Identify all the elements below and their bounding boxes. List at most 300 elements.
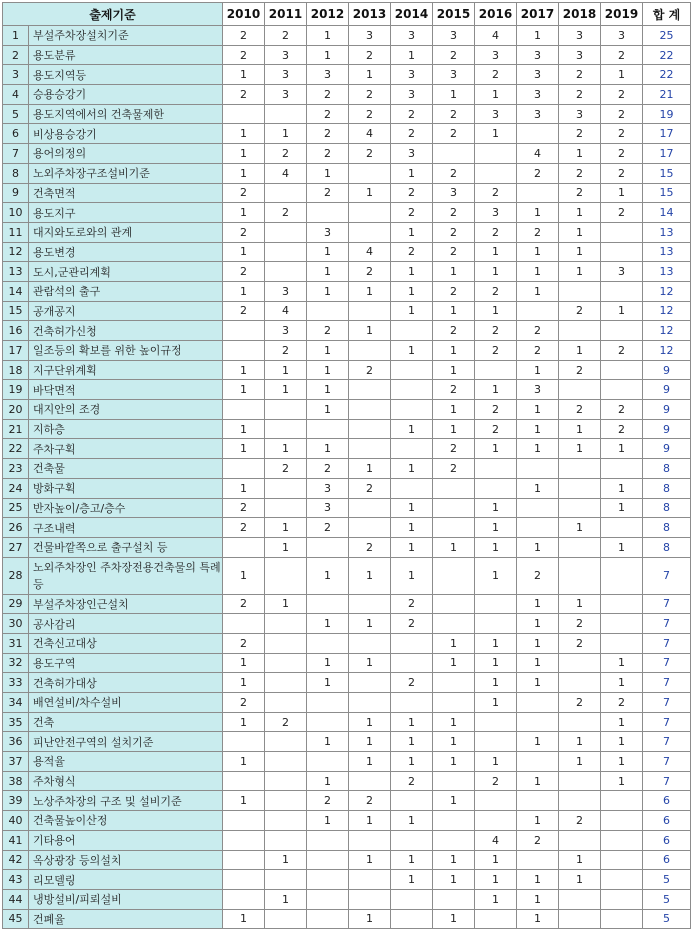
- year-count-cell: 2: [475, 222, 517, 242]
- year-count-cell: [433, 498, 475, 518]
- year-count-cell: 2: [601, 45, 643, 65]
- year-count-cell: 4: [349, 242, 391, 262]
- row-number: 33: [3, 673, 29, 693]
- year-count-cell: 2: [517, 222, 559, 242]
- row-subject: 건축허가신청: [29, 321, 223, 341]
- year-count-cell: [517, 791, 559, 811]
- year-count-cell: 1: [391, 498, 433, 518]
- row-total: 12: [643, 341, 691, 361]
- year-count-cell: 2: [559, 183, 601, 203]
- year-count-cell: 1: [223, 653, 265, 673]
- year-count-cell: 1: [349, 614, 391, 634]
- year-count-cell: 2: [349, 791, 391, 811]
- year-count-cell: 1: [433, 400, 475, 420]
- year-count-cell: 2: [517, 163, 559, 183]
- header-subject: 출제기준: [3, 3, 223, 26]
- year-count-cell: [265, 242, 307, 262]
- row-subject: 용도지역에서의 건축물제한: [29, 104, 223, 124]
- year-count-cell: 2: [559, 693, 601, 713]
- year-count-cell: [391, 400, 433, 420]
- year-count-cell: 1: [475, 752, 517, 772]
- year-count-cell: [307, 870, 349, 890]
- row-total: 6: [643, 850, 691, 870]
- row-subject: 옥상광장 등의설치: [29, 850, 223, 870]
- table-row: [3, 771, 691, 791]
- table-row: [3, 281, 691, 301]
- year-count-cell: [223, 850, 265, 870]
- year-count-cell: 2: [391, 183, 433, 203]
- year-count-cell: [559, 380, 601, 400]
- year-count-cell: [265, 732, 307, 752]
- header-year: 2013: [349, 3, 391, 26]
- row-number: 5: [3, 104, 29, 124]
- row-number: 22: [3, 439, 29, 459]
- year-count-cell: 2: [391, 594, 433, 614]
- year-count-cell: 4: [265, 163, 307, 183]
- row-total: 21: [643, 85, 691, 105]
- year-count-cell: 3: [391, 26, 433, 46]
- year-count-cell: 1: [475, 557, 517, 594]
- year-count-cell: 3: [391, 144, 433, 164]
- year-count-cell: [475, 732, 517, 752]
- year-count-cell: 2: [391, 242, 433, 262]
- year-count-cell: 2: [517, 341, 559, 361]
- year-count-cell: 2: [475, 771, 517, 791]
- table-row: [3, 262, 691, 282]
- year-count-cell: 1: [349, 850, 391, 870]
- year-count-cell: [307, 752, 349, 772]
- year-count-cell: [475, 811, 517, 831]
- row-subject: 용도지역등: [29, 65, 223, 85]
- year-count-cell: 2: [433, 124, 475, 144]
- row-total: 9: [643, 439, 691, 459]
- year-count-cell: 1: [265, 124, 307, 144]
- year-count-cell: 1: [517, 281, 559, 301]
- year-count-cell: 1: [559, 594, 601, 614]
- year-count-cell: [559, 653, 601, 673]
- row-number: 28: [3, 557, 29, 594]
- year-count-cell: 1: [517, 614, 559, 634]
- row-total: 12: [643, 281, 691, 301]
- table-row: [3, 65, 691, 85]
- row-subject: 주차구획: [29, 439, 223, 459]
- year-count-cell: 3: [475, 45, 517, 65]
- year-count-cell: 3: [559, 26, 601, 46]
- year-count-cell: 1: [391, 811, 433, 831]
- year-count-cell: 1: [265, 439, 307, 459]
- row-subject: 건폐율: [29, 909, 223, 929]
- year-count-cell: [265, 693, 307, 713]
- year-count-cell: 2: [349, 537, 391, 557]
- header-year: 2014: [391, 3, 433, 26]
- year-count-cell: [265, 830, 307, 850]
- row-total: 9: [643, 400, 691, 420]
- table-row: [3, 909, 691, 929]
- year-count-cell: 2: [223, 183, 265, 203]
- row-subject: 일조등의 확보를 위한 높이규정: [29, 341, 223, 361]
- year-count-cell: 1: [559, 242, 601, 262]
- year-count-cell: [601, 850, 643, 870]
- year-count-cell: 1: [223, 242, 265, 262]
- year-count-cell: [475, 614, 517, 634]
- year-count-cell: 1: [349, 183, 391, 203]
- row-total: 13: [643, 262, 691, 282]
- year-count-cell: [475, 594, 517, 614]
- year-count-cell: 3: [433, 183, 475, 203]
- header-year: 2012: [307, 3, 349, 26]
- row-subject: 부설주차장설치기준: [29, 26, 223, 46]
- year-count-cell: 1: [223, 557, 265, 594]
- year-count-cell: [223, 732, 265, 752]
- year-count-cell: 1: [475, 633, 517, 653]
- row-subject: 지하층: [29, 419, 223, 439]
- year-count-cell: 3: [433, 26, 475, 46]
- row-subject: 건축면적: [29, 183, 223, 203]
- year-count-cell: [265, 222, 307, 242]
- year-count-cell: [307, 419, 349, 439]
- year-count-cell: 2: [307, 85, 349, 105]
- year-count-cell: 2: [433, 321, 475, 341]
- year-count-cell: 1: [223, 360, 265, 380]
- year-count-cell: [517, 518, 559, 538]
- header-year: 2016: [475, 3, 517, 26]
- row-number: 34: [3, 693, 29, 713]
- row-subject: 냉방설비/피뢰설비: [29, 889, 223, 909]
- year-count-cell: [601, 594, 643, 614]
- year-count-cell: [223, 870, 265, 890]
- row-subject: 노외주차장인 주차장전용건축물의 특례 등: [29, 557, 223, 594]
- table-row: [3, 850, 691, 870]
- year-count-cell: [601, 870, 643, 890]
- row-number: 35: [3, 712, 29, 732]
- year-count-cell: 3: [601, 262, 643, 282]
- year-count-cell: 1: [601, 732, 643, 752]
- year-count-cell: 1: [391, 222, 433, 242]
- year-count-cell: 2: [601, 124, 643, 144]
- row-total: 7: [643, 633, 691, 653]
- year-count-cell: [559, 909, 601, 929]
- year-count-cell: 1: [391, 459, 433, 479]
- year-count-cell: 2: [433, 459, 475, 479]
- year-count-cell: 1: [559, 518, 601, 538]
- year-count-cell: [391, 321, 433, 341]
- row-subject: 지구단위계획: [29, 360, 223, 380]
- year-count-cell: 2: [601, 85, 643, 105]
- table-row: [3, 380, 691, 400]
- year-count-cell: 1: [601, 301, 643, 321]
- year-count-cell: 2: [475, 183, 517, 203]
- year-count-cell: [517, 301, 559, 321]
- table-row: [3, 301, 691, 321]
- year-count-cell: 1: [475, 498, 517, 518]
- table-row: [3, 653, 691, 673]
- row-total: 7: [643, 771, 691, 791]
- row-subject: 건축물높이산정: [29, 811, 223, 831]
- year-count-cell: [223, 104, 265, 124]
- year-count-cell: 3: [307, 65, 349, 85]
- year-count-cell: 1: [307, 281, 349, 301]
- year-count-cell: [349, 518, 391, 538]
- row-total: 12: [643, 321, 691, 341]
- row-subject: 용도분류: [29, 45, 223, 65]
- year-count-cell: 1: [391, 281, 433, 301]
- year-count-cell: [307, 301, 349, 321]
- year-count-cell: 2: [349, 262, 391, 282]
- row-number: 4: [3, 85, 29, 105]
- year-count-cell: 1: [601, 439, 643, 459]
- year-count-cell: [433, 518, 475, 538]
- row-total: 12: [643, 301, 691, 321]
- year-count-cell: 1: [475, 439, 517, 459]
- year-count-cell: 2: [349, 360, 391, 380]
- row-total: 15: [643, 163, 691, 183]
- year-count-cell: 2: [223, 85, 265, 105]
- year-count-cell: [601, 360, 643, 380]
- year-count-cell: 1: [265, 889, 307, 909]
- year-count-cell: [265, 262, 307, 282]
- row-number: 41: [3, 830, 29, 850]
- year-count-cell: [475, 909, 517, 929]
- row-number: 9: [3, 183, 29, 203]
- year-count-cell: [475, 459, 517, 479]
- year-count-cell: 3: [265, 65, 307, 85]
- year-count-cell: [433, 557, 475, 594]
- row-total: 7: [643, 752, 691, 772]
- table-row: [3, 341, 691, 361]
- year-count-cell: 1: [433, 850, 475, 870]
- year-count-cell: 1: [223, 712, 265, 732]
- row-subject: 건물바깥쪽으로 출구설치 등: [29, 537, 223, 557]
- table-row: [3, 144, 691, 164]
- year-count-cell: 1: [517, 594, 559, 614]
- year-count-cell: 2: [391, 614, 433, 634]
- year-count-cell: 1: [559, 419, 601, 439]
- table-row: [3, 673, 691, 693]
- year-count-cell: 1: [307, 341, 349, 361]
- table-row: [3, 419, 691, 439]
- year-count-cell: [265, 183, 307, 203]
- year-count-cell: 1: [349, 459, 391, 479]
- year-count-cell: 1: [475, 870, 517, 890]
- year-count-cell: [307, 909, 349, 929]
- row-number: 32: [3, 653, 29, 673]
- year-count-cell: 1: [433, 653, 475, 673]
- year-count-cell: 1: [223, 281, 265, 301]
- year-count-cell: 2: [433, 242, 475, 262]
- year-count-cell: [601, 909, 643, 929]
- row-subject: 용도구역: [29, 653, 223, 673]
- header-row: [3, 3, 691, 26]
- row-total: 5: [643, 909, 691, 929]
- year-count-cell: [307, 594, 349, 614]
- year-count-cell: [265, 653, 307, 673]
- row-subject: 도시,군관리계획: [29, 262, 223, 282]
- year-count-cell: [391, 791, 433, 811]
- year-count-cell: 2: [307, 144, 349, 164]
- year-count-cell: [307, 830, 349, 850]
- year-count-cell: 1: [307, 439, 349, 459]
- table-row: [3, 439, 691, 459]
- year-count-cell: 1: [559, 752, 601, 772]
- year-count-cell: 2: [517, 557, 559, 594]
- year-count-cell: 1: [601, 65, 643, 85]
- year-count-cell: 2: [391, 771, 433, 791]
- year-count-cell: [433, 673, 475, 693]
- year-count-cell: 2: [601, 693, 643, 713]
- row-total: 6: [643, 830, 691, 850]
- year-count-cell: [517, 459, 559, 479]
- year-count-cell: [601, 321, 643, 341]
- table-row: [3, 518, 691, 538]
- year-count-cell: 1: [307, 732, 349, 752]
- year-count-cell: 1: [475, 693, 517, 713]
- year-count-cell: [265, 419, 307, 439]
- year-count-cell: [475, 478, 517, 498]
- row-total: 5: [643, 870, 691, 890]
- year-count-cell: 2: [517, 830, 559, 850]
- year-count-cell: [517, 752, 559, 772]
- year-count-cell: 2: [223, 518, 265, 538]
- year-count-cell: 3: [265, 85, 307, 105]
- year-count-cell: 2: [601, 400, 643, 420]
- table-row: [3, 830, 691, 850]
- row-number: 16: [3, 321, 29, 341]
- row-total: 8: [643, 459, 691, 479]
- year-count-cell: 1: [223, 65, 265, 85]
- year-count-cell: 1: [391, 262, 433, 282]
- year-count-cell: [559, 557, 601, 594]
- year-count-cell: 3: [559, 45, 601, 65]
- year-count-cell: 1: [349, 909, 391, 929]
- year-count-cell: 1: [349, 281, 391, 301]
- year-count-cell: 1: [349, 712, 391, 732]
- year-count-cell: [349, 400, 391, 420]
- year-count-cell: 2: [307, 104, 349, 124]
- year-count-cell: 3: [475, 104, 517, 124]
- year-count-cell: [559, 673, 601, 693]
- row-total: 8: [643, 537, 691, 557]
- row-subject: 기타용어: [29, 830, 223, 850]
- year-count-cell: 1: [601, 498, 643, 518]
- row-subject: 대지안의 조경: [29, 400, 223, 420]
- row-number: 45: [3, 909, 29, 929]
- year-count-cell: 1: [307, 45, 349, 65]
- year-count-cell: [433, 811, 475, 831]
- year-count-cell: 2: [601, 419, 643, 439]
- year-count-cell: 4: [349, 124, 391, 144]
- table-row: [3, 732, 691, 752]
- year-count-cell: 1: [559, 144, 601, 164]
- year-count-cell: 1: [433, 85, 475, 105]
- year-count-cell: [349, 203, 391, 223]
- year-count-cell: [223, 341, 265, 361]
- row-subject: 대지와도로와의 관계: [29, 222, 223, 242]
- year-count-cell: 1: [265, 850, 307, 870]
- year-count-cell: [517, 498, 559, 518]
- year-count-cell: 1: [601, 712, 643, 732]
- header-year: 2015: [433, 3, 475, 26]
- year-count-cell: 1: [265, 360, 307, 380]
- table-row: [3, 360, 691, 380]
- year-count-cell: [559, 281, 601, 301]
- row-subject: 피난안전구역의 설치기준: [29, 732, 223, 752]
- year-count-cell: 1: [433, 301, 475, 321]
- year-count-cell: 1: [601, 478, 643, 498]
- year-count-cell: 1: [223, 419, 265, 439]
- row-subject: 반자높이/층고/층수: [29, 498, 223, 518]
- row-number: 21: [3, 419, 29, 439]
- year-count-cell: 1: [265, 594, 307, 614]
- row-total: 8: [643, 498, 691, 518]
- table-row: [3, 459, 691, 479]
- table-row: [3, 811, 691, 831]
- year-count-cell: 1: [433, 633, 475, 653]
- year-count-cell: 2: [349, 104, 391, 124]
- year-count-cell: 2: [223, 594, 265, 614]
- year-count-cell: [433, 478, 475, 498]
- year-count-cell: [349, 870, 391, 890]
- year-count-cell: [349, 693, 391, 713]
- table-body: [3, 26, 691, 929]
- row-number: 19: [3, 380, 29, 400]
- year-count-cell: [433, 144, 475, 164]
- header-year: 2018: [559, 3, 601, 26]
- year-count-cell: 2: [223, 45, 265, 65]
- year-count-cell: [307, 537, 349, 557]
- row-number: 1: [3, 26, 29, 46]
- year-count-cell: 2: [433, 203, 475, 223]
- year-count-cell: [307, 889, 349, 909]
- year-count-cell: 2: [265, 712, 307, 732]
- year-count-cell: 1: [433, 791, 475, 811]
- row-total: 15: [643, 183, 691, 203]
- row-total: 13: [643, 242, 691, 262]
- year-count-cell: [601, 222, 643, 242]
- year-count-cell: 2: [223, 693, 265, 713]
- year-count-cell: 2: [265, 459, 307, 479]
- row-number: 43: [3, 870, 29, 890]
- year-count-cell: 1: [433, 712, 475, 732]
- year-count-cell: [559, 712, 601, 732]
- row-number: 25: [3, 498, 29, 518]
- table-row: [3, 124, 691, 144]
- year-count-cell: [349, 163, 391, 183]
- year-count-cell: [601, 281, 643, 301]
- year-count-cell: 2: [559, 360, 601, 380]
- year-count-cell: 2: [601, 163, 643, 183]
- year-count-cell: [349, 830, 391, 850]
- year-count-cell: 3: [307, 222, 349, 242]
- year-count-cell: 1: [433, 537, 475, 557]
- year-count-cell: [601, 459, 643, 479]
- year-count-cell: 1: [601, 673, 643, 693]
- row-subject: 용적율: [29, 752, 223, 772]
- row-number: 12: [3, 242, 29, 262]
- year-count-cell: 1: [475, 242, 517, 262]
- year-count-cell: 1: [559, 222, 601, 242]
- year-count-cell: 2: [223, 262, 265, 282]
- year-count-cell: [223, 400, 265, 420]
- year-count-cell: 3: [307, 478, 349, 498]
- row-total: 8: [643, 478, 691, 498]
- year-count-cell: [223, 614, 265, 634]
- year-count-cell: 1: [601, 183, 643, 203]
- row-number: 20: [3, 400, 29, 420]
- row-total: 5: [643, 889, 691, 909]
- year-count-cell: [307, 203, 349, 223]
- table-row: [3, 498, 691, 518]
- year-count-cell: 2: [223, 498, 265, 518]
